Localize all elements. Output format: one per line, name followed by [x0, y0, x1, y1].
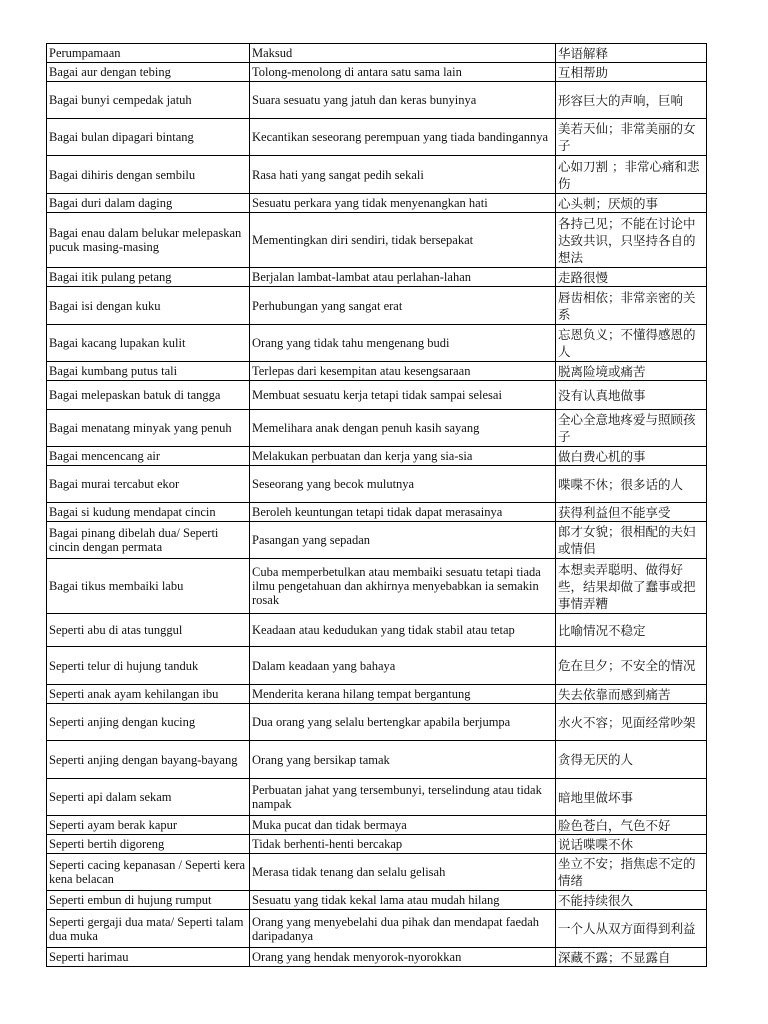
- cell-maksud: Seseorang yang becok mulutnya: [250, 466, 556, 503]
- cell-maksud: Mementingkan diri sendiri, tidak bersepakat: [250, 213, 556, 268]
- cell-maksud: Sesuatu perkara yang tidak menyenangkan hati: [250, 194, 556, 213]
- table-row: [47, 268, 707, 287]
- cell-perumpamaan: Bagai bunyi cempedak jatuh: [47, 82, 250, 119]
- table-row: [47, 835, 707, 854]
- header-maksud: Maksud: [250, 44, 556, 63]
- cell-maksud: Melakukan perbuatan dan kerja yang sia-sia: [250, 447, 556, 466]
- cell-perumpamaan: Seperti telur di hujung tanduk: [47, 647, 250, 685]
- table-row: [47, 63, 707, 82]
- table-row: [47, 704, 707, 741]
- cell-perumpamaan: Bagai melepaskan batuk di tangga: [47, 381, 250, 410]
- cell-perumpamaan: Bagai aur dengan tebing: [47, 63, 250, 82]
- table-row: [47, 854, 707, 891]
- cell-maksud: Menderita kerana hilang tempat bergantung: [250, 685, 556, 704]
- cell-perumpamaan: Seperti anjing dengan bayang-bayang: [47, 741, 250, 779]
- cell-maksud: Suara sesuatu yang jatuh dan keras bunyinya: [250, 82, 556, 119]
- cell-maksud: Perhubungan yang sangat erat: [250, 287, 556, 325]
- cell-perumpamaan: Seperti cacing kepanasan / Seperti kera kena belacan: [47, 854, 250, 891]
- table-row: [47, 325, 707, 362]
- cell-chinese: 本想卖弄聪明、做得好些，结果却做了蠢事或把事情弄糟: [556, 559, 707, 614]
- cell-chinese: 全心全意地疼爱与照顾孩子: [556, 410, 707, 447]
- cell-perumpamaan: Bagai enau dalam belukar melepaskan pucuk masing-masing: [47, 213, 250, 268]
- cell-perumpamaan: Bagai tikus membaiki labu: [47, 559, 250, 614]
- cell-perumpamaan: Bagai kacang lupakan kulit: [47, 325, 250, 362]
- peribahasa-table: [46, 43, 707, 967]
- table-row: [47, 287, 707, 325]
- cell-maksud: Terlepas dari kesempitan atau kesengsaraan: [250, 362, 556, 381]
- table-row: [47, 685, 707, 704]
- cell-chinese: 一个人从双方面得到利益: [556, 910, 707, 948]
- table-row: [47, 614, 707, 647]
- cell-chinese: 没有认真地做事: [556, 381, 707, 410]
- cell-perumpamaan: Bagai menatang minyak yang penuh: [47, 410, 250, 447]
- header-chinese: 华语解释: [556, 44, 707, 63]
- cell-maksud: Sesuatu yang tidak kekal lama atau mudah hilang: [250, 891, 556, 910]
- cell-maksud: Dalam keadaan yang bahaya: [250, 647, 556, 685]
- cell-chinese: 走路很慢: [556, 268, 707, 287]
- table-row: [47, 647, 707, 685]
- cell-chinese: 脸色苍白，气色不好: [556, 816, 707, 835]
- cell-maksud: Tolong-menolong di antara satu sama lain: [250, 63, 556, 82]
- cell-perumpamaan: Seperti anak ayam kehilangan ibu: [47, 685, 250, 704]
- table-header-row: [47, 44, 707, 63]
- cell-perumpamaan: Bagai murai tercabut ekor: [47, 466, 250, 503]
- cell-maksud: Merasa tidak tenang dan selalu gelisah: [250, 854, 556, 891]
- cell-chinese: 获得利益但不能享受: [556, 503, 707, 522]
- cell-perumpamaan: Bagai mencencang air: [47, 447, 250, 466]
- cell-maksud: Orang yang menyebelahi dua pihak dan mendapat faedah daripadanya: [250, 910, 556, 948]
- cell-perumpamaan: Seperti ayam berak kapur: [47, 816, 250, 835]
- cell-perumpamaan: Bagai isi dengan kuku: [47, 287, 250, 325]
- table-row: [47, 503, 707, 522]
- cell-chinese: 贪得无厌的人: [556, 741, 707, 779]
- cell-perumpamaan: Seperti bertih digoreng: [47, 835, 250, 854]
- cell-perumpamaan: Seperti anjing dengan kucing: [47, 704, 250, 741]
- cell-chinese: 喋喋不休；很多话的人: [556, 466, 707, 503]
- table-row: [47, 213, 707, 268]
- table-row: [47, 779, 707, 816]
- cell-perumpamaan: Bagai pinang dibelah dua/ Seperti cincin dengan permata: [47, 522, 250, 559]
- cell-perumpamaan: Bagai bulan dipagari bintang: [47, 119, 250, 156]
- cell-maksud: Berjalan lambat-lambat atau perlahan-lahan: [250, 268, 556, 287]
- cell-chinese: 坐立不安；指焦虑不定的情绪: [556, 854, 707, 891]
- cell-perumpamaan: Bagai itik pulang petang: [47, 268, 250, 287]
- cell-perumpamaan: Bagai si kudung mendapat cincin: [47, 503, 250, 522]
- table-row: [47, 910, 707, 948]
- cell-maksud: Perbuatan jahat yang tersembunyi, terselindung atau tidak nampak: [250, 779, 556, 816]
- cell-chinese: 深藏不露；不显露自: [556, 948, 707, 967]
- cell-perumpamaan: Seperti abu di atas tunggul: [47, 614, 250, 647]
- cell-chinese: 互相帮助: [556, 63, 707, 82]
- cell-chinese: 说话喋喋不休: [556, 835, 707, 854]
- table-row: [47, 194, 707, 213]
- cell-chinese: 心头刺；厌烦的事: [556, 194, 707, 213]
- table-row: [47, 559, 707, 614]
- cell-maksud: Keadaan atau kedudukan yang tidak stabil atau tetap: [250, 614, 556, 647]
- cell-perumpamaan: Seperti gergaji dua mata/ Seperti talam dua muka: [47, 910, 250, 948]
- cell-chinese: 唇齿相依；非常亲密的关系: [556, 287, 707, 325]
- header-perumpamaan: Perumpamaan: [47, 44, 250, 63]
- cell-perumpamaan: Bagai dihiris dengan sembilu: [47, 156, 250, 194]
- cell-maksud: Orang yang bersikap tamak: [250, 741, 556, 779]
- cell-chinese: 心如刀割 ；非常心痛和悲伤: [556, 156, 707, 194]
- cell-perumpamaan: Seperti embun di hujung rumput: [47, 891, 250, 910]
- table-row: [47, 381, 707, 410]
- cell-maksud: Tidak berhenti-henti bercakap: [250, 835, 556, 854]
- cell-perumpamaan: Bagai duri dalam daging: [47, 194, 250, 213]
- table-row: [47, 522, 707, 559]
- cell-perumpamaan: Seperti harimau: [47, 948, 250, 967]
- cell-chinese: 形容巨大的声响，巨响: [556, 82, 707, 119]
- cell-maksud: Kecantikan seseorang perempuan yang tiada bandingannya: [250, 119, 556, 156]
- cell-maksud: Dua orang yang selalu bertengkar apabila berjumpa: [250, 704, 556, 741]
- cell-chinese: 郎才女貌；很相配的夫妇或情侣: [556, 522, 707, 559]
- table-row: [47, 82, 707, 119]
- table-row: [47, 948, 707, 967]
- cell-maksud: Orang yang tidak tahu mengenang budi: [250, 325, 556, 362]
- table-row: [47, 410, 707, 447]
- cell-chinese: 暗地里做坏事: [556, 779, 707, 816]
- cell-maksud: Rasa hati yang sangat pedih sekali: [250, 156, 556, 194]
- cell-maksud: Pasangan yang sepadan: [250, 522, 556, 559]
- cell-chinese: 做白费心机的事: [556, 447, 707, 466]
- cell-maksud: Orang yang hendak menyorok-nyorokkan: [250, 948, 556, 967]
- cell-perumpamaan: Seperti api dalam sekam: [47, 779, 250, 816]
- cell-maksud: Beroleh keuntungan tetapi tidak dapat merasainya: [250, 503, 556, 522]
- cell-maksud: Membuat sesuatu kerja tetapi tidak sampai selesai: [250, 381, 556, 410]
- table-row: [47, 891, 707, 910]
- table-row: [47, 447, 707, 466]
- table-row: [47, 156, 707, 194]
- cell-chinese: 比喻情况不稳定: [556, 614, 707, 647]
- table-row: [47, 816, 707, 835]
- cell-chinese: 水火不容；见面经常吵架: [556, 704, 707, 741]
- cell-chinese: 美若天仙；非常美丽的女子: [556, 119, 707, 156]
- cell-chinese: 忘恩负义；不懂得感恩的人: [556, 325, 707, 362]
- cell-maksud: Cuba memperbetulkan atau membaiki sesuatu tetapi tiada ilmu pengetahuan dan akhirnya menyebabkan ia semakin rosak: [250, 559, 556, 614]
- cell-perumpamaan: Bagai kumbang putus tali: [47, 362, 250, 381]
- table-row: [47, 466, 707, 503]
- cell-chinese: 各持己见；不能在讨论中达致共识，只坚持各自的想法: [556, 213, 707, 268]
- cell-chinese: 危在旦夕；不安全的情况: [556, 647, 707, 685]
- cell-maksud: Muka pucat dan tidak bermaya: [250, 816, 556, 835]
- cell-maksud: Memelihara anak dengan penuh kasih sayang: [250, 410, 556, 447]
- cell-chinese: 脱离险境或痛苦: [556, 362, 707, 381]
- table-row: [47, 362, 707, 381]
- table-row: [47, 119, 707, 156]
- cell-chinese: 失去依靠而感到痛苦: [556, 685, 707, 704]
- cell-chinese: 不能持续很久: [556, 891, 707, 910]
- table-row: [47, 741, 707, 779]
